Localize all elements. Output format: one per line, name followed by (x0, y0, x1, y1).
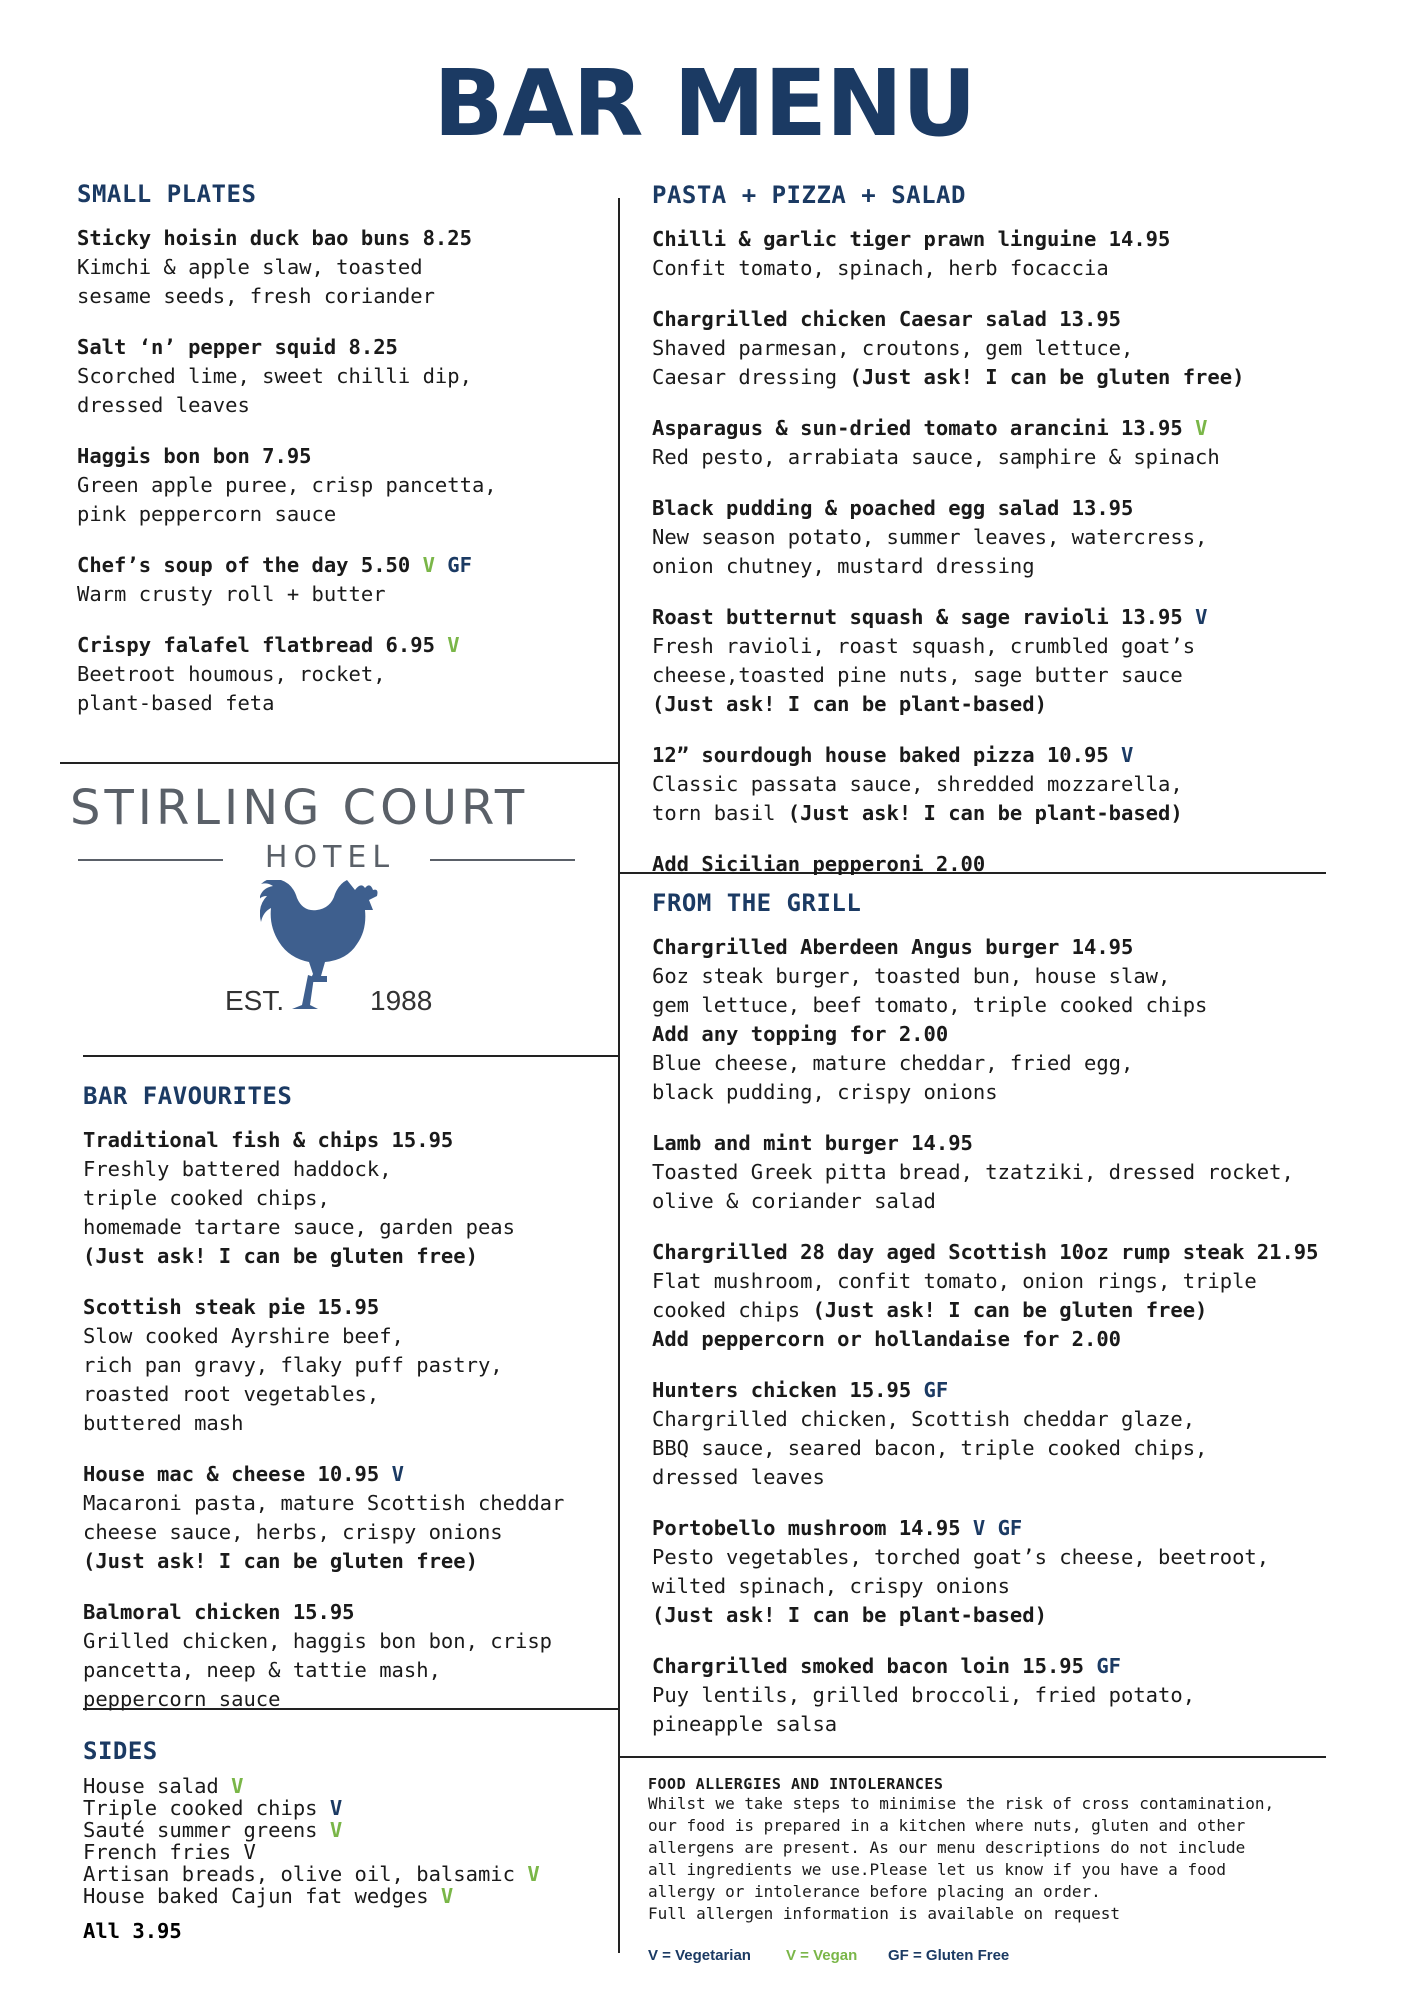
side-name: Artisan breads, olive oil, balsamic (83, 1862, 515, 1886)
item-name: Chargrilled 28 day aged Scottish 10oz rump steak 21.95 (652, 1240, 1319, 1264)
section-title: FROM THE GRILL (652, 889, 862, 917)
side-item (83, 1885, 618, 1907)
vegan-tag: V (447, 633, 460, 657)
divider-left-2 (83, 1055, 618, 1057)
item-description: torn basil (652, 801, 776, 825)
allergy-title: FOOD ALLERGIES AND INTOLERANCES (648, 1775, 944, 1793)
item-name: Scottish steak pie 15.95 (83, 1295, 380, 1319)
item-description: Shaved parmesan, croutons, gem lettuce, (652, 336, 1134, 360)
sides-section (83, 1737, 618, 1943)
menu-item (652, 1376, 1362, 1492)
item-name: Traditional fish & chips 15.95 (83, 1128, 454, 1152)
item-name: House mac & cheese 10.95 (83, 1462, 380, 1486)
item-name: Sticky hoisin duck bao buns 8.25 (77, 226, 472, 250)
item-name: Chef’s soup of the day 5.50 (77, 553, 411, 577)
item-description: Confit tomato, spinach, herb focaccia (652, 256, 1109, 280)
item-name: Portobello mushroom 14.95 (652, 1516, 961, 1540)
side-name: House baked Cajun fat wedges (83, 1884, 429, 1908)
menu-item (652, 225, 1352, 283)
item-description: Freshly battered haddock, triple cooked chips, homemade tartare sauce, garden peas (83, 1157, 515, 1239)
item-name: Hunters chicken 15.95 (652, 1378, 912, 1402)
small-plates-list (77, 224, 607, 718)
sides-list (83, 1775, 618, 1907)
vegetarian-tag: V (1195, 605, 1208, 629)
vegan-tag: V (440, 1884, 454, 1908)
item-name: Balmoral chicken 15.95 (83, 1600, 355, 1624)
menu-item (83, 1126, 618, 1271)
item-name: Black pudding & poached egg salad 13.95 (652, 496, 1134, 520)
item-name: Crispy falafel flatbread 6.95 (77, 633, 435, 657)
item-name: Salt ‘n’ pepper squid 8.25 (77, 335, 398, 359)
item-name: Asparagus & sun-dried tomato arancini 13.95 (652, 416, 1183, 440)
menu-item (652, 933, 1362, 1107)
item-description: Slow cooked Ayrshire beef, rich pan gravy, flaky puff pastry, roasted root vegetables, buttered mash (83, 1324, 503, 1435)
item-description: Toasted Greek pitta bread, tzatziki, dressed rocket, olive & coriander salad (652, 1160, 1294, 1213)
menu-item (77, 224, 607, 311)
item-name: Haggis bon bon 7.95 (77, 444, 312, 468)
vegan-tag: V (422, 553, 435, 577)
menu-item (77, 551, 607, 609)
vegan-tag: V (329, 1818, 343, 1842)
menu-item (652, 603, 1352, 719)
pasta-list (652, 225, 1352, 828)
pasta-addon: Add Sicilian pepperoni 2.00 (652, 852, 986, 876)
item-name: Chargrilled chicken Caesar salad 13.95 (652, 307, 1121, 331)
item-note: (Just ask! I can be gluten free) (849, 365, 1245, 389)
menu-item (652, 1129, 1362, 1216)
item-note: (Just ask! I can be gluten free) (83, 1244, 478, 1268)
logo-year: 1988 (370, 985, 433, 1016)
item-description: Macaroni pasta, mature Scottish cheddar cheese sauce, herbs, crispy onions (83, 1491, 565, 1544)
side-name: French fries V (83, 1840, 256, 1864)
side-name: Sauté summer greens (83, 1818, 318, 1842)
menu-item (77, 631, 607, 718)
item-note: (Just ask! I can be gluten free) (83, 1549, 478, 1573)
gluten-free-tag: GF (447, 553, 472, 577)
gluten-free-tag: GF (923, 1378, 949, 1402)
item-description: Classic passata sauce, shredded mozzarella, (652, 772, 1183, 796)
logo-hotel: HOTEL (264, 840, 396, 875)
item-name: 12” sourdough house baked pizza 10.95 (652, 743, 1109, 767)
side-name: Triple cooked chips (83, 1796, 318, 1820)
logo-est: EST. (225, 985, 285, 1016)
gluten-free-tag: GF (997, 1516, 1023, 1540)
bar-favourites-list (83, 1126, 618, 1714)
divider-left-1 (60, 762, 618, 764)
vegan-tag: V (1195, 416, 1208, 440)
item-description: Flat mushroom, confit tomato, onion rings, triple (652, 1269, 1257, 1293)
item-description: Pesto vegetables, torched goat’s cheese, beetroot, wilted spinach, crispy onions (652, 1545, 1270, 1598)
pasta-section (652, 181, 1352, 901)
menu-item (652, 305, 1352, 392)
menu-item (652, 494, 1352, 581)
bar-favourites-section (83, 1082, 618, 1736)
section-title: SMALL PLATES (77, 180, 257, 208)
menu-item (652, 1514, 1362, 1630)
side-name: House salad (83, 1774, 219, 1798)
section-title: PASTA + PIZZA + SALAD (652, 181, 966, 209)
menu-item (83, 1598, 618, 1714)
menu-item (83, 1293, 618, 1438)
item-note: (Just ask! I can be gluten free) (812, 1298, 1208, 1322)
item-note: (Just ask! I can be plant-based) (652, 692, 1047, 716)
item-description: Kimchi & apple slaw, toasted sesame seeds, fresh coriander (77, 255, 435, 308)
item-description: Grilled chicken, haggis bon bon, crisp pancetta, neep & tattie mash, peppercorn sauce (83, 1629, 552, 1711)
logo-rule-right (430, 859, 575, 861)
side-item (83, 1863, 618, 1885)
section-title: BAR FAVOURITES (83, 1082, 293, 1110)
side-item (83, 1797, 618, 1819)
vegetarian-tag: V (329, 1796, 343, 1820)
item-name: Lamb and mint burger 14.95 (652, 1131, 973, 1155)
sides-price: All 3.95 (83, 1919, 182, 1943)
item-description: Caesar dressing (652, 365, 838, 389)
menu-item (652, 1652, 1362, 1739)
item-description: Chargrilled chicken, Scottish cheddar glaze, BBQ sauce, seared bacon, triple cooked chips, dressed leaves (652, 1407, 1208, 1489)
logo-name: STIRLING COURT (70, 780, 529, 836)
item-description: Green apple puree, crisp pancetta, pink peppercorn sauce (77, 473, 497, 526)
allergy-section (648, 1775, 1368, 1925)
legend-vegan: V = Vegan (786, 1947, 858, 1964)
item-description: Puy lentils, grilled broccoli, fried potato, pineapple salsa (652, 1683, 1196, 1736)
section-title: SIDES (83, 1737, 158, 1765)
item-name: Chilli & garlic tiger prawn linguine 14.95 (652, 227, 1171, 251)
grill-list (652, 933, 1362, 1739)
side-item (83, 1775, 618, 1797)
item-description: Fresh ravioli, roast squash, crumbled goat’s cheese,toasted pine nuts, sage butter sauce (652, 634, 1196, 687)
menu-item (652, 1238, 1362, 1354)
item-name: Roast butternut squash & sage ravioli 13.95 (652, 605, 1183, 629)
item-description: Beetroot houmous, rocket, plant-based feta (77, 662, 386, 715)
item-addon: Add any topping for 2.00 (652, 1022, 949, 1046)
small-plates-section (77, 180, 607, 740)
gluten-free-tag: GF (1096, 1654, 1122, 1678)
legend-gluten-free: GF = Gluten Free (888, 1947, 1010, 1964)
hotel-logo (70, 780, 590, 1040)
item-description: Warm crusty roll + butter (77, 582, 386, 606)
menu-item (83, 1460, 618, 1576)
item-name: Chargrilled Aberdeen Angus burger 14.95 (652, 935, 1134, 959)
item-description: Red pesto, arrabiata sauce, samphire & spinach (652, 445, 1220, 469)
menu-item (77, 442, 607, 529)
grill-section (652, 889, 1362, 1761)
vegetarian-tag: V (1121, 743, 1134, 767)
item-note: (Just ask! I can be plant-based) (787, 801, 1183, 825)
page-title: BAR MENU (433, 50, 976, 157)
vegan-tag: V (527, 1862, 540, 1886)
menu-item (652, 741, 1352, 828)
menu-item (77, 333, 607, 420)
item-description: cooked chips (652, 1298, 801, 1322)
side-item (83, 1819, 618, 1841)
legend-vegetarian: V = Vegetarian (648, 1947, 751, 1964)
item-description: Blue cheese, mature cheddar, fried egg, black pudding, crispy onions (652, 1051, 1134, 1104)
item-name: Chargrilled smoked bacon loin 15.95 (652, 1654, 1084, 1678)
vegetarian-tag: V (972, 1516, 986, 1540)
item-note: (Just ask! I can be plant-based) (652, 1603, 1047, 1627)
item-description: Scorched lime, sweet chilli dip, dressed leaves (77, 364, 472, 417)
side-item (83, 1841, 618, 1863)
item-description: New season potato, summer leaves, watercress, onion chutney, mustard dressing (652, 525, 1208, 578)
vegan-tag: V (231, 1774, 244, 1798)
menu-item (652, 414, 1352, 472)
allergy-text: Whilst we take steps to minimise the risk of cross contamination, our food is prepared in a kitchen where nuts, gluten and other allergens are present. As our menu descriptions do not include all ingredients we use.Please let us know if you have a food allergy or intolerance before placing an order. Full allergen information is available on request (648, 1794, 1275, 1923)
vegetarian-tag: V (391, 1462, 404, 1486)
item-description: 6oz steak burger, toasted bun, house slaw, gem lettuce, beef tomato, triple cooked chips (652, 964, 1208, 1017)
item-addon: Add peppercorn or hollandaise for 2.00 (652, 1327, 1121, 1351)
column-divider (618, 198, 620, 1953)
